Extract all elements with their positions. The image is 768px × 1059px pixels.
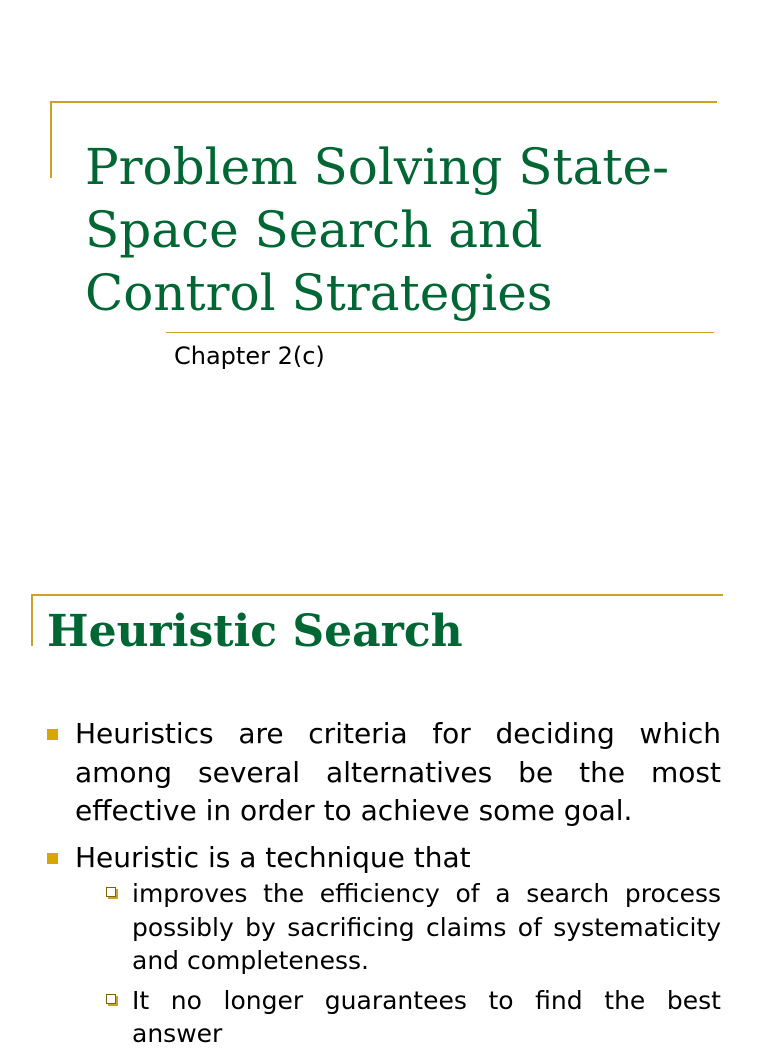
slide-subtitle: Chapter 2(c) xyxy=(174,342,325,370)
square-bullet-icon xyxy=(47,853,58,864)
slide-title: Problem Solving State-Space Search and Control Strategies xyxy=(85,138,669,322)
frame-left-line xyxy=(50,101,52,178)
hollow-square-bullet-icon xyxy=(106,887,116,897)
bullet-text: Heuristic is a technique that xyxy=(75,840,471,874)
title-divider xyxy=(166,332,714,333)
sub-bullet-text: improves the efficiency of a search process possibly by sacrificing claims of systematicity and completeness. xyxy=(132,879,721,975)
sub-bullet-item xyxy=(103,877,721,978)
frame-top-line xyxy=(50,101,717,103)
square-bullet-icon xyxy=(47,729,58,740)
frame-left-line xyxy=(31,594,33,646)
sub-bullet-list xyxy=(75,877,721,1051)
frame-top-line xyxy=(31,594,723,596)
bullet-text: Heuristics are criteria for deciding which among several alternatives be the most effective in order to achieve some goal. xyxy=(75,717,721,827)
bullet-item xyxy=(45,839,721,1051)
bullet-list xyxy=(45,715,721,1059)
slide-heading: Heuristic Search xyxy=(47,606,463,657)
bullet-item xyxy=(45,715,721,831)
content-slide xyxy=(0,540,768,1048)
hollow-square-bullet-icon xyxy=(106,994,116,1004)
sub-bullet-item xyxy=(103,984,721,1051)
sub-bullet-text: It no longer guarantees to find the best answer xyxy=(132,985,721,1048)
